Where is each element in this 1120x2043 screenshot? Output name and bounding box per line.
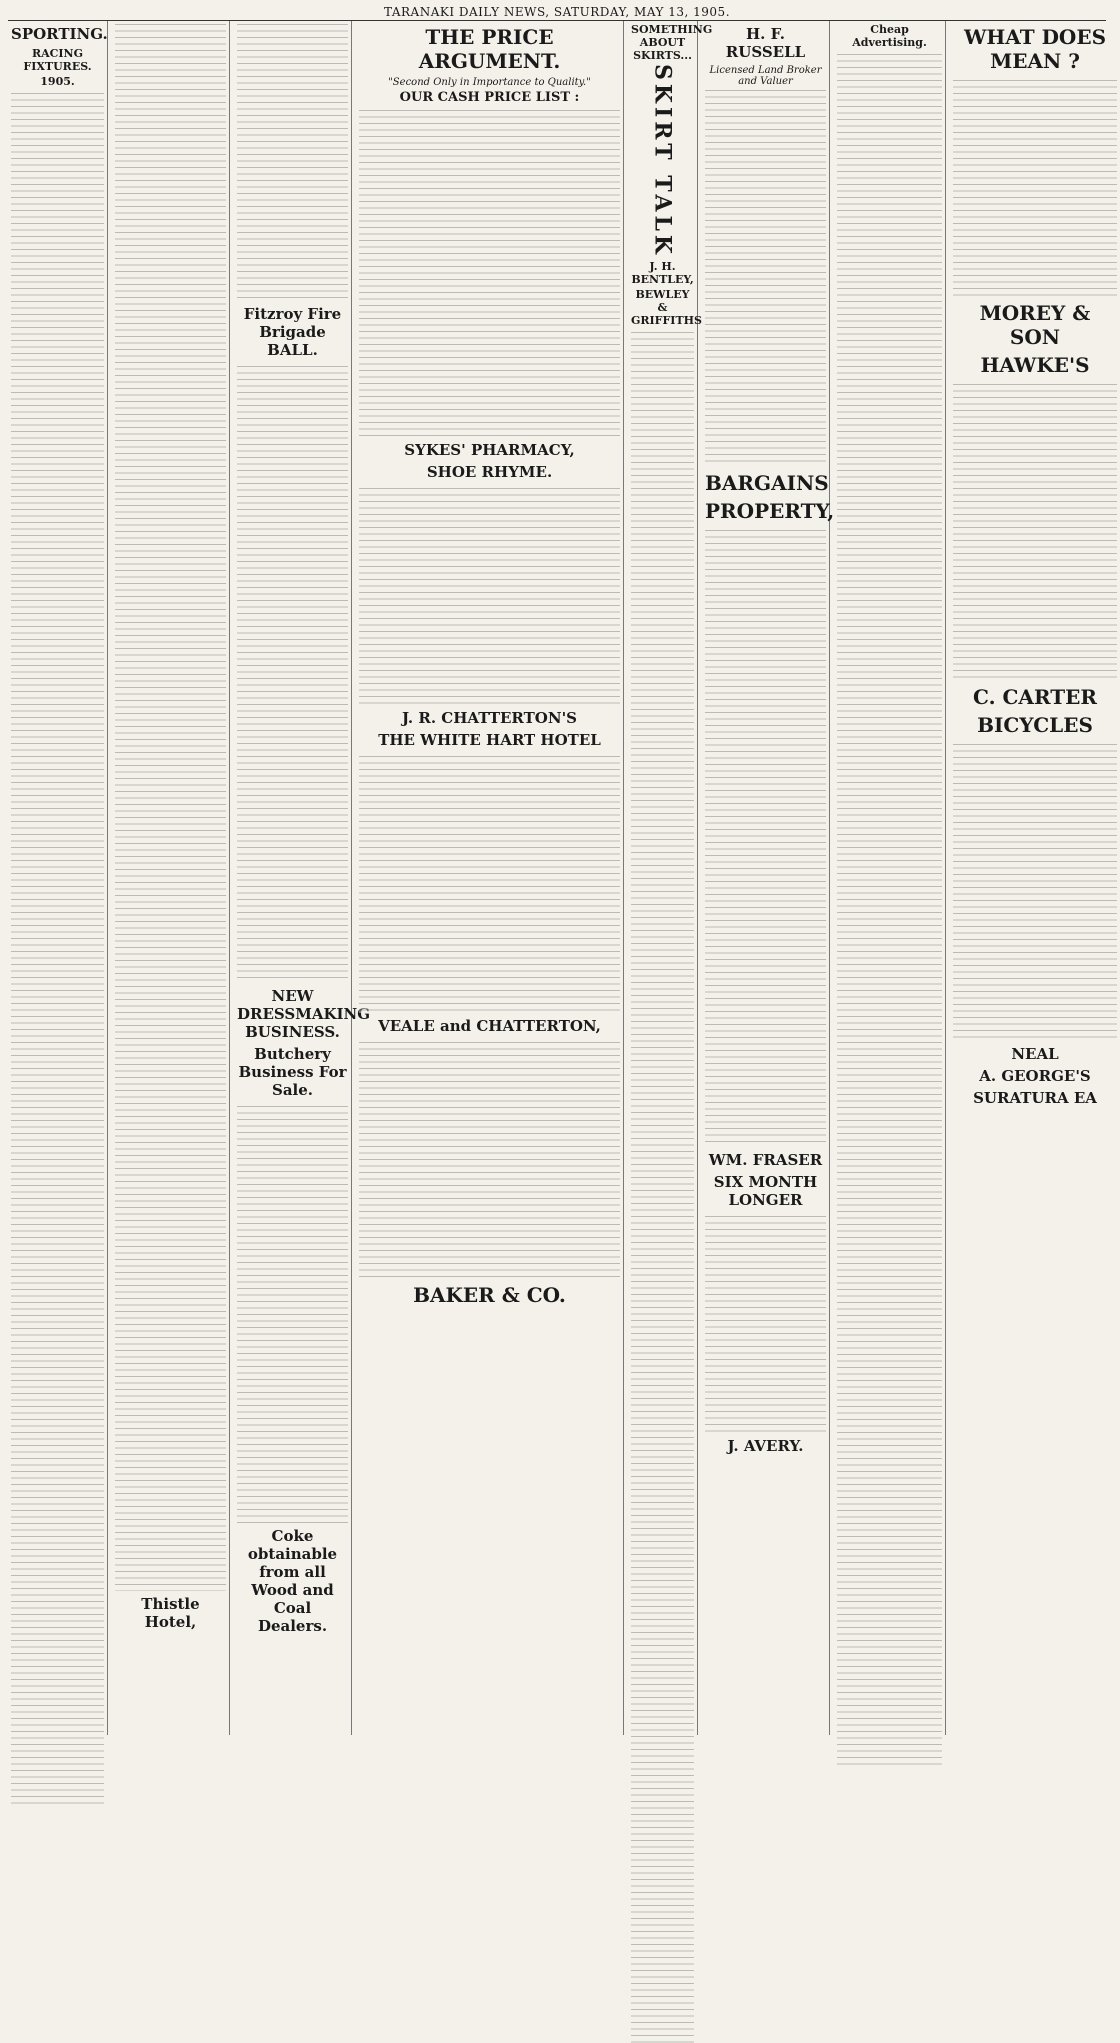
column-3-mid-text [237,363,348,983]
column-3-top-text [237,21,348,301]
columns [8,21,1106,1735]
russell-subheading: Licensed Land Broker and Valuer [709,65,822,87]
russell-body-text [705,87,826,467]
sporting-header: SPORTING. [11,25,108,43]
butchery-heading: Butchery Business For Sale. [238,1045,347,1099]
masthead: TARANAKI DAILY NEWS, SATURDAY, MAY 13, 1905. [8,6,1106,21]
cheap-advertising-body [837,51,942,1765]
six-month-heading: SIX MONTH LONGER [713,1173,818,1209]
skirt-talk-vertical: SKIRT TALK [649,64,676,259]
george-heading: A. GEORGE'S [979,1067,1091,1085]
column-8-mid-text [953,381,1117,681]
white-hart-heading: THE WHITE HART HOTEL [378,731,601,749]
property-heading: PROPERTY, [705,499,835,523]
avery-heading: J. AVERY. [727,1437,804,1455]
coke-heading: Coke obtainable from all Wood and Coal Dealers. [247,1527,338,1635]
fraser-heading: WM. FRASER [708,1151,823,1169]
column-6-lower-text [705,1213,826,1433]
price-argument-title: THE PRICE ARGUMENT. [418,25,561,73]
morey-son-heading: MOREY & SON [979,301,1091,349]
dressmaking-heading: NEW DRESSMAKING BUSINESS. [237,987,371,1041]
column-sporting [8,21,108,1735]
column-8-lower-text [953,741,1117,1041]
column-cheap-advertising [834,21,946,1735]
column-5-body-text [631,329,694,2043]
shoe-rhyme-heading: SHOE RHYME. [426,463,553,481]
russell-heading: H. F. RUSSELL [725,25,806,61]
racing-year: 1905. [40,75,75,88]
bewley-griffiths-heading: BEWLEY & GRIFFITHS [631,288,702,328]
skirts-heading: SOMETHING ABOUT SKIRTS... [631,23,713,62]
column-8 [950,21,1120,1735]
column-4-lower-text [359,1039,620,1279]
cheap-advertising-heading: Cheap Advertising. [852,23,927,49]
hawke-heading: HAWKE'S [980,353,1090,377]
surtura-heading: SURATURA EA [973,1089,1097,1107]
column-2-body-text [115,21,226,1591]
column-skirt-talk [628,21,713,1735]
column-russell [702,21,835,1735]
what-does-mean-heading: WHAT DOES MEAN ? [963,25,1107,73]
carter-heading: C. CARTER [973,685,1097,709]
bargains-heading: BARGAINS [705,471,829,495]
property-body-text [705,527,826,1147]
thistle-hotel-heading: Thistle Hotel, [141,1595,200,1631]
sykes-pharmacy-heading: SYKES' PHARMACY, [404,441,575,459]
price-argument-tagline: "Second Only in Importance to Quality." [388,77,591,88]
price-list-body [359,107,620,437]
column-2 [112,21,230,1735]
chatterton-heading: J. R. CHATTERTON'S [401,709,577,727]
fitzroy-ball-heading: Fitzroy Fire Brigade BALL. [243,305,342,359]
white-hart-body [359,753,620,1013]
bentley-heading: J. H. BENTLEY, [631,260,694,287]
cash-price-list-heading: OUR CASH PRICE LIST : [399,90,580,105]
sporting-body-text [11,90,104,1804]
baker-co-heading: BAKER & CO. [413,1283,566,1307]
column-3-lower-text [237,1103,348,1523]
veale-heading: VEALE and CHATTERTON, [378,1017,601,1035]
column-price-argument [356,21,624,1735]
shoe-rhyme-body [359,485,620,705]
racing-fixtures-heading: RACING FIXTURES. [23,47,92,73]
column-3 [234,21,371,1735]
column-8-top-text [953,77,1117,297]
neal-heading: NEAL [1011,1045,1059,1063]
bicycles-heading: BICYCLES [977,713,1093,737]
